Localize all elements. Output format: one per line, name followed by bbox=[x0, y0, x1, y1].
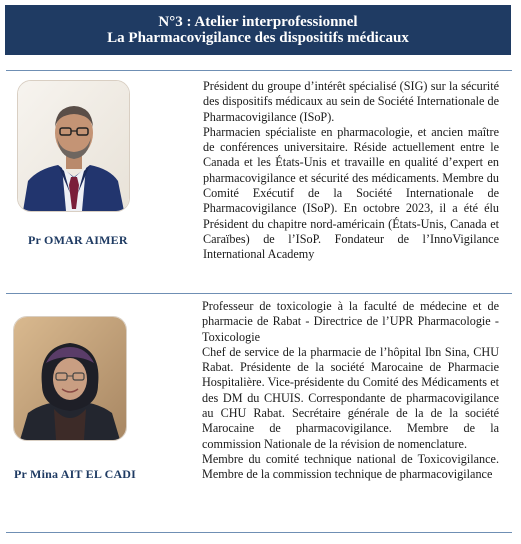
portrait-woman-image bbox=[14, 317, 126, 440]
workshop-title: N°3 : Atelier interprofessionnel bbox=[158, 14, 358, 30]
speaker-name: Pr Mina AIT EL CADI bbox=[14, 467, 137, 481]
speaker-bio bbox=[202, 299, 499, 483]
bio-paragraph: Membre du comité technique national de Toxicovigilance. Membre de la commission technique de pharmacovigilance bbox=[202, 451, 499, 482]
bio-paragraph: Professeur de toxicologie à la faculté de médecine et de pharmacie de Rabat - Directrice de l’UPR Pharmacologie - Toxicologie bbox=[202, 299, 499, 344]
workshop-header bbox=[5, 5, 511, 55]
speaker-name: Pr OMAR AIMER bbox=[28, 233, 128, 247]
section-divider bbox=[6, 293, 512, 294]
speaker-photo-mina-ait-el-cadi bbox=[13, 316, 127, 441]
section-divider bbox=[6, 532, 512, 533]
portrait-man-image bbox=[18, 81, 129, 211]
bio-paragraph: Chef de service de la pharmacie de l’hôpital Ibn Sina, CHU Rabat. Présidente de la société Marocaine de Pharmacie Hospitalière. Vice-présidente du Comité des Médicaments et des DM du CHUIS. Correspondante de pharmacovigilance au CHU Rabat. Secrétaire générale de la de la société Marocaine de pharmacovigilance. Membre de la commission Nationale de la révision de nomenclature. bbox=[202, 344, 499, 451]
workshop-subtitle: La Pharmacovigilance des dispositifs médicaux bbox=[107, 30, 409, 46]
section-divider bbox=[6, 70, 512, 71]
speaker-bio bbox=[203, 79, 499, 263]
bio-paragraph: Président du groupe d’intérêt spécialisé (SIG) sur la sécurité des dispositifs médicaux au sein de Société Internationale de Pharmacovigilance (ISoP). bbox=[203, 79, 499, 124]
bio-paragraph: Pharmacien spécialiste en pharmacologie, et ancien maître de conférences universitaire. Réside actuellement entre le Canada et les États-Unis et travaille en qualité d’expert en pharmacovigilance et sécurité des médicaments. Membre du Comité Exécutif de la Société Internationale de Pharmacovigilance (ISoP). En octobre 2023, il a été élu Président du chapitre nord-américain (États-Unis, Canada et Caraïbes) de l’ISoP. Fondateur de l’InnoVigilance International Academy bbox=[203, 124, 499, 262]
speaker-photo-omar-aimer bbox=[17, 80, 130, 212]
